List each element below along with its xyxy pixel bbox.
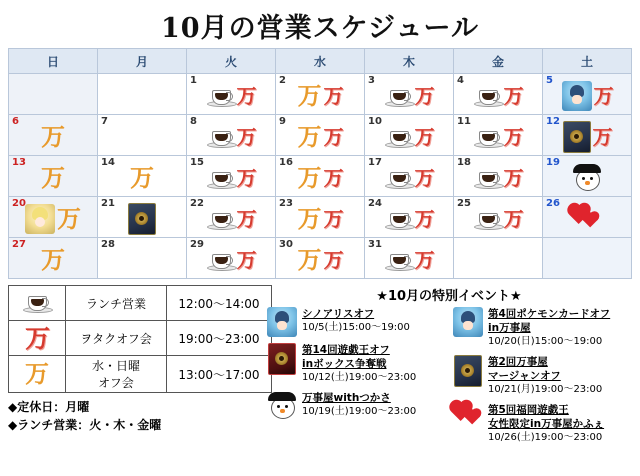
man-kanji-icon: 万 <box>236 124 256 149</box>
day-number: 13 <box>12 157 26 168</box>
calendar-day-cell[interactable] <box>365 238 454 279</box>
event-time: 10/19(土)19:00〜23:00 <box>302 406 417 418</box>
day-number: 12 <box>546 116 560 127</box>
legend-time-lunch: 12:00〜14:00 <box>167 286 272 321</box>
man-kanji-icon: 万 <box>323 124 343 149</box>
coffee-icon <box>207 125 235 149</box>
coffee-icon <box>474 166 502 190</box>
calendar-header-row <box>9 49 632 74</box>
event-name-line2: マージャンオフ <box>488 370 561 383</box>
event-item <box>266 343 446 385</box>
weekday-header-fri: 金 <box>454 49 543 74</box>
coffee-icon <box>474 125 502 149</box>
event-name: 第4回ポケモンカードオフ <box>488 308 611 320</box>
calendar-week-row <box>9 115 632 156</box>
event-name: 第14回遊戯王オフ <box>302 344 390 356</box>
day-number: 7 <box>101 116 108 127</box>
day-number: 21 <box>101 198 115 209</box>
calendar-day-cell[interactable] <box>365 197 454 238</box>
calendar-day-cell[interactable] <box>9 238 98 279</box>
coffee-icon <box>474 207 502 231</box>
events-grid <box>266 307 632 451</box>
man-kanji-icon: 万 <box>236 83 256 108</box>
day-number: 14 <box>101 157 115 168</box>
day-number: 22 <box>190 198 204 209</box>
calendar-day-cell[interactable] <box>9 156 98 197</box>
day-number: 9 <box>279 116 286 127</box>
pirate-icon <box>267 391 297 421</box>
event-time: 10/5(土)15:00〜19:00 <box>302 322 410 334</box>
event-time: 10/12(土)19:00〜23:00 <box>302 372 417 384</box>
day-number: 11 <box>457 116 471 127</box>
day-number: 19 <box>546 157 560 168</box>
day-icons <box>365 77 453 114</box>
notes-block <box>8 398 258 434</box>
day-number: 4 <box>457 75 464 86</box>
day-number: 5 <box>546 75 553 86</box>
legend-time-weekend: 13:00〜17:00 <box>167 356 272 393</box>
calendar-day-cell[interactable] <box>276 197 365 238</box>
calendar-day-cell[interactable] <box>365 156 454 197</box>
calendar-day-cell[interactable] <box>543 238 632 279</box>
event-item <box>452 355 632 397</box>
coffee-icon <box>207 84 235 108</box>
calendar-day-cell[interactable] <box>365 115 454 156</box>
day-number: 18 <box>457 157 471 168</box>
man-kanji-icon: 万 <box>592 124 612 149</box>
day-icons <box>187 118 275 155</box>
legend-icon-man <box>9 321 66 356</box>
event-text <box>488 355 602 397</box>
event-name: シノアリスオフ <box>302 308 375 320</box>
event-item <box>266 391 446 421</box>
event-name: 第5回福岡遊戯王 <box>488 403 569 416</box>
calendar-day-cell[interactable] <box>543 156 632 197</box>
note-icon: 万 <box>130 162 154 192</box>
calendar-day-cell[interactable] <box>454 197 543 238</box>
calendar-day-cell[interactable] <box>454 74 543 115</box>
event-icon-wrap <box>452 403 484 445</box>
event-name: 万事屋withつかさ <box>302 391 391 404</box>
event-time: 10/20(日)15:00〜19:00 <box>488 336 603 348</box>
events-heading: ★10月の特別イベント★ <box>376 289 522 304</box>
day-number: 10 <box>368 116 382 127</box>
note-icon: 万 <box>41 244 65 274</box>
man-kanji-icon: 万 <box>323 83 343 108</box>
day-number: 1 <box>190 75 197 86</box>
coffee-icon <box>207 166 235 190</box>
legend-label-weekend-line2: オフ会 <box>98 376 134 390</box>
events-block <box>266 285 632 451</box>
calendar-week-row <box>9 74 632 115</box>
day-icons <box>276 77 364 114</box>
day-number: 16 <box>279 157 293 168</box>
man-kanji-icon: 万 <box>236 247 256 272</box>
calendar-day-cell[interactable] <box>543 115 632 156</box>
man-kanji-icon: 万 <box>503 124 523 149</box>
calendar-day-cell[interactable] <box>98 238 187 279</box>
event-name-line2: 女性限定in万事屋かふぇ <box>488 417 605 430</box>
calendar-day-cell[interactable] <box>98 115 187 156</box>
day-number: 3 <box>368 75 375 86</box>
event-text <box>302 391 416 421</box>
man-kanji-icon: 万 <box>323 165 343 190</box>
day-icons <box>187 77 275 114</box>
note-icon: 万 <box>297 80 322 110</box>
day-number: 20 <box>12 198 26 209</box>
legend-row-lunch <box>9 286 272 321</box>
bottom-section <box>8 285 632 451</box>
pirate-icon <box>572 163 602 193</box>
calendar-day-cell[interactable] <box>454 156 543 197</box>
coffee-icon <box>23 290 51 314</box>
day-number: 25 <box>457 198 471 209</box>
calendar-week-row <box>9 238 632 279</box>
man-kanji-icon: 万 <box>236 165 256 190</box>
calendar-table <box>8 48 632 279</box>
calendar-day-cell[interactable] <box>276 238 365 279</box>
note-icon: 万 <box>25 359 49 388</box>
note-icon: 万 <box>297 162 322 192</box>
day-number: 26 <box>546 198 560 209</box>
weekday-header-sat: 土 <box>543 49 632 74</box>
events-column-left <box>266 307 446 451</box>
card-back-icon <box>454 355 482 387</box>
calendar-day-cell[interactable] <box>187 238 276 279</box>
day-number: 29 <box>190 239 204 250</box>
day-icons <box>276 118 364 155</box>
coffee-icon <box>474 84 502 108</box>
event-icon-wrap <box>452 307 484 349</box>
day-icons <box>9 118 97 155</box>
day-number: 8 <box>190 116 197 127</box>
note-icon: 万 <box>297 203 322 233</box>
note-icon: 万 <box>297 244 322 274</box>
event-item <box>452 403 632 445</box>
calendar-day-cell[interactable] <box>187 156 276 197</box>
weekday-header-mon: 月 <box>98 49 187 74</box>
coffee-icon <box>207 248 235 272</box>
legend-label-weekend-line1: 水・日曜 <box>91 359 140 373</box>
character-blonde-icon <box>25 204 55 234</box>
calendar-day-cell[interactable] <box>454 238 543 279</box>
hearts-icon <box>570 206 604 232</box>
weekday-header-tue: 火 <box>187 49 276 74</box>
man-kanji-icon: 万 <box>414 165 434 190</box>
legend-time-otaku: 19:00〜23:00 <box>167 321 272 356</box>
note-holiday: ◆定休日：月曜 <box>8 400 90 414</box>
man-kanji-icon: 万 <box>414 247 434 272</box>
calendar-day-cell[interactable] <box>187 115 276 156</box>
man-kanji-icon: 万 <box>24 323 49 353</box>
calendar-week-row <box>9 156 632 197</box>
calendar-day-cell[interactable] <box>276 115 365 156</box>
day-number: 28 <box>101 239 115 250</box>
man-kanji-icon: 万 <box>236 206 256 231</box>
calendar-day-cell[interactable] <box>9 74 98 115</box>
calendar-day-cell[interactable] <box>9 115 98 156</box>
legend-icon-note <box>9 356 66 393</box>
coffee-icon <box>385 207 413 231</box>
day-icons <box>543 77 631 114</box>
character-blue-icon <box>267 307 297 337</box>
coffee-icon <box>385 166 413 190</box>
man-kanji-icon: 万 <box>414 206 434 231</box>
event-time: 10/21(月)19:00〜23:00 <box>488 384 603 396</box>
legend-row-weekend <box>9 356 272 393</box>
calendar-day-cell[interactable] <box>98 74 187 115</box>
note-icon: 万 <box>57 203 81 233</box>
day-number: 30 <box>279 239 293 250</box>
coffee-icon <box>385 125 413 149</box>
calendar-day-cell[interactable] <box>98 197 187 238</box>
card-back-red-icon <box>268 343 296 375</box>
weekday-header-thu: 木 <box>365 49 454 74</box>
card-back-icon <box>128 203 156 235</box>
weekday-header-sun: 日 <box>9 49 98 74</box>
calendar-day-cell[interactable] <box>543 197 632 238</box>
weekday-header-wed: 水 <box>276 49 365 74</box>
calendar-day-cell[interactable] <box>187 74 276 115</box>
character-blue-icon <box>453 307 483 337</box>
event-text <box>302 307 410 337</box>
calendar-day-cell[interactable] <box>276 156 365 197</box>
day-icons <box>454 77 542 114</box>
event-icon-wrap <box>266 391 298 421</box>
card-back-icon <box>563 121 591 153</box>
event-name-line2: in万事屋 <box>488 322 531 335</box>
day-number: 2 <box>279 75 286 86</box>
man-kanji-icon: 万 <box>593 83 613 108</box>
event-text <box>302 343 416 385</box>
legend-block <box>8 285 258 451</box>
event-item <box>266 307 446 337</box>
note-lunch-days: ◆ランチ営業：火・木・金曜 <box>8 418 162 432</box>
day-number: 6 <box>12 116 19 127</box>
event-item <box>452 307 632 349</box>
event-name: 第2回万事屋 <box>488 355 548 368</box>
calendar-day-cell[interactable] <box>365 74 454 115</box>
man-kanji-icon: 万 <box>503 83 523 108</box>
calendar-body <box>9 74 632 279</box>
calendar-day-cell[interactable] <box>187 197 276 238</box>
legend-label-weekend <box>66 356 167 393</box>
note-icon: 万 <box>41 162 65 192</box>
event-icon-wrap <box>266 343 298 385</box>
event-text <box>488 403 604 445</box>
legend-label-lunch: ランチ営業 <box>66 286 167 321</box>
legend-label-otaku: ヲタクオフ会 <box>66 321 167 356</box>
page-title: 10月の営業スケジュール <box>161 13 479 44</box>
coffee-icon <box>385 248 413 272</box>
day-number: 23 <box>279 198 293 209</box>
man-kanji-icon: 万 <box>323 247 343 272</box>
calendar-week-row <box>9 197 632 238</box>
calendar-day-cell[interactable] <box>543 74 632 115</box>
event-icon-wrap <box>452 355 484 397</box>
event-name-line2: inボックス争奪戦 <box>302 358 387 371</box>
event-time: 10/26(土)19:00〜23:00 <box>488 432 603 444</box>
day-number: 27 <box>12 239 26 250</box>
note-icon: 万 <box>41 121 65 151</box>
coffee-icon <box>207 207 235 231</box>
day-number: 17 <box>368 157 382 168</box>
day-number: 15 <box>190 157 204 168</box>
note-icon: 万 <box>297 121 322 151</box>
hearts-icon <box>452 403 484 429</box>
day-number: 31 <box>368 239 382 250</box>
calendar-day-cell[interactable] <box>454 115 543 156</box>
man-kanji-icon: 万 <box>503 165 523 190</box>
man-kanji-icon: 万 <box>414 124 434 149</box>
man-kanji-icon: 万 <box>414 83 434 108</box>
character-blue-icon <box>562 81 592 111</box>
legend-row-otaku <box>9 321 272 356</box>
calendar-day-cell[interactable] <box>9 197 98 238</box>
legend-icon-coffee <box>9 286 66 321</box>
event-icon-wrap <box>266 307 298 337</box>
calendar-day-cell[interactable] <box>276 74 365 115</box>
legend-table <box>8 285 272 393</box>
coffee-icon <box>385 84 413 108</box>
event-text <box>488 307 610 349</box>
man-kanji-icon: 万 <box>323 206 343 231</box>
calendar-day-cell[interactable] <box>98 156 187 197</box>
day-number: 24 <box>368 198 382 209</box>
man-kanji-icon: 万 <box>503 206 523 231</box>
events-column-right <box>452 307 632 451</box>
